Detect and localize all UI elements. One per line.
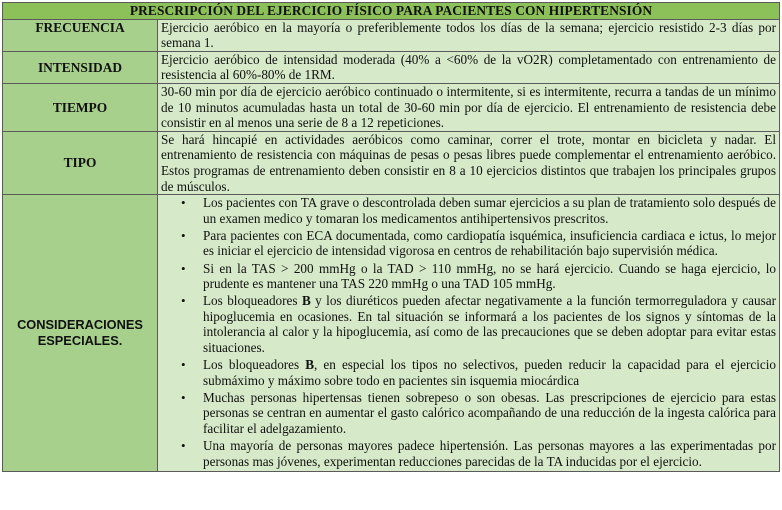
bullet-icon: •: [181, 293, 186, 309]
text-intensidad: Ejercicio aeróbico de intensidad moderada (40% a <60% de la vO2R) completamentado con entrenamiento de resistencia al 60%-80% de 1RM.: [158, 51, 780, 83]
row-consideraciones: [3, 195, 780, 472]
row-tipo: [3, 131, 780, 194]
beta-symbol: B: [305, 357, 315, 373]
bullet-icon: •: [181, 438, 186, 454]
label-tiempo: TIEMPO: [3, 83, 158, 131]
considerations-list: [161, 195, 776, 469]
title-row: [3, 3, 780, 20]
label-tipo: TIPO: [3, 131, 158, 194]
row-intensidad: [3, 51, 780, 83]
bullet-icon: •: [181, 227, 186, 243]
list-item: • Los bloqueadores B y los diuréticos pueden afectar negativamente a la función termorreguladora y causar hipoglucemia en ocasiones. En tal situación se informará a los pacientes de los signos y síntomas de la intolerancia al calor y la hipoglucemia, así como de las precauciones que se deben adoptar para evitar estas situaciones.: [181, 293, 777, 355]
list-item: • Los bloqueadores B, en especial los tipos no selectivos, pueden reducir la capacidad para el ejercicio submáximo y máximo sobre todo en pacientes sin isquemia miocárdica: [181, 357, 776, 388]
label-consideraciones: CONSIDERACIONES ESPECIALES.: [3, 195, 158, 472]
list-item: • Para pacientes con ECA documentada, como cardiopatía isquémica, insuficiencia cardiaca e ictus, lo mejor es iniciar el ejercicio de intensidad vigorosa en centros de rehabilitación bajo supervisión médica.: [181, 227, 776, 259]
beta-symbol: B: [301, 293, 311, 309]
bullet-icon: •: [181, 195, 186, 211]
bullet-icon: •: [181, 357, 186, 373]
label-intensidad: INTENSIDAD: [3, 51, 158, 83]
prescription-table: [2, 2, 780, 472]
list-item: • Los pacientes con TA grave o descontrolada deben sumar ejercicios a su plan de tratamiento solo después de un examen medico y tomaran los medicamentos antihipertensivos prescritos.: [181, 195, 776, 226]
bullet-icon: •: [181, 260, 186, 276]
bullet-icon: •: [181, 389, 186, 405]
consideraciones-content: [158, 195, 780, 472]
table-title: PRESCRIPCIÓN DEL EJERCICIO FÍSICO PARA PACIENTES CON HIPERTENSIÓN: [3, 3, 780, 20]
list-item: • Si en la TAS > 200 mmHg o la TAD > 110 mmHg, no se hará ejercicio. Cuando se haga ejercicio, lo prudente es mantener una TAS 220 mmHg o una TAD 105 mmHg.: [181, 260, 776, 292]
list-item: • Muchas personas hipertensas tienen sobrepeso o son obesas. Las prescripciones de ejercicio para estas personas se centran en aumentar el gasto calórico acompañando de una reducción de la ingesta calórica para facilitar el adelgazamiento.: [181, 389, 776, 436]
list-item: • Una mayoría de personas mayores padece hipertensión. Las personas mayores a las experimentadas por personas mas jóvenes, experimentan reducciones parecidas de la TA inducidas por el ejercicio.: [181, 438, 776, 469]
row-tiempo: [3, 83, 780, 131]
text-tiempo: 30-60 min por día de ejercicio aeróbico continuado o intermitente, si es intermitente, recurra a tandas de un mínimo de 10 minutos acumuladas hasta un total de 30-60 min por día de ejercicio. El entrenamiento de resistencia debe consistir en al menos una serie de 8 a 12 repeticiones.: [158, 83, 780, 131]
label-frecuencia: FRECUENCIA: [3, 19, 158, 51]
text-tipo: Se hará hincapié en actividades aeróbicos como caminar, correr el trote, montar en bicicleta y nadar. El entrenamiento de resistencia con máquinas de pesas o pesas libres puede complementar el entrenamiento aeróbico. Estos programas de entrenamiento deben consistir en 8 a 10 ejercicios distintos que trabajen los principales grupos de músculos.: [158, 131, 780, 194]
text-frecuencia: Ejercicio aeróbico en la mayoría o preferiblemente todos los días de la semana; ejercicio resistido 2-3 días por semana 1.: [158, 19, 780, 51]
row-frecuencia: [3, 19, 780, 51]
